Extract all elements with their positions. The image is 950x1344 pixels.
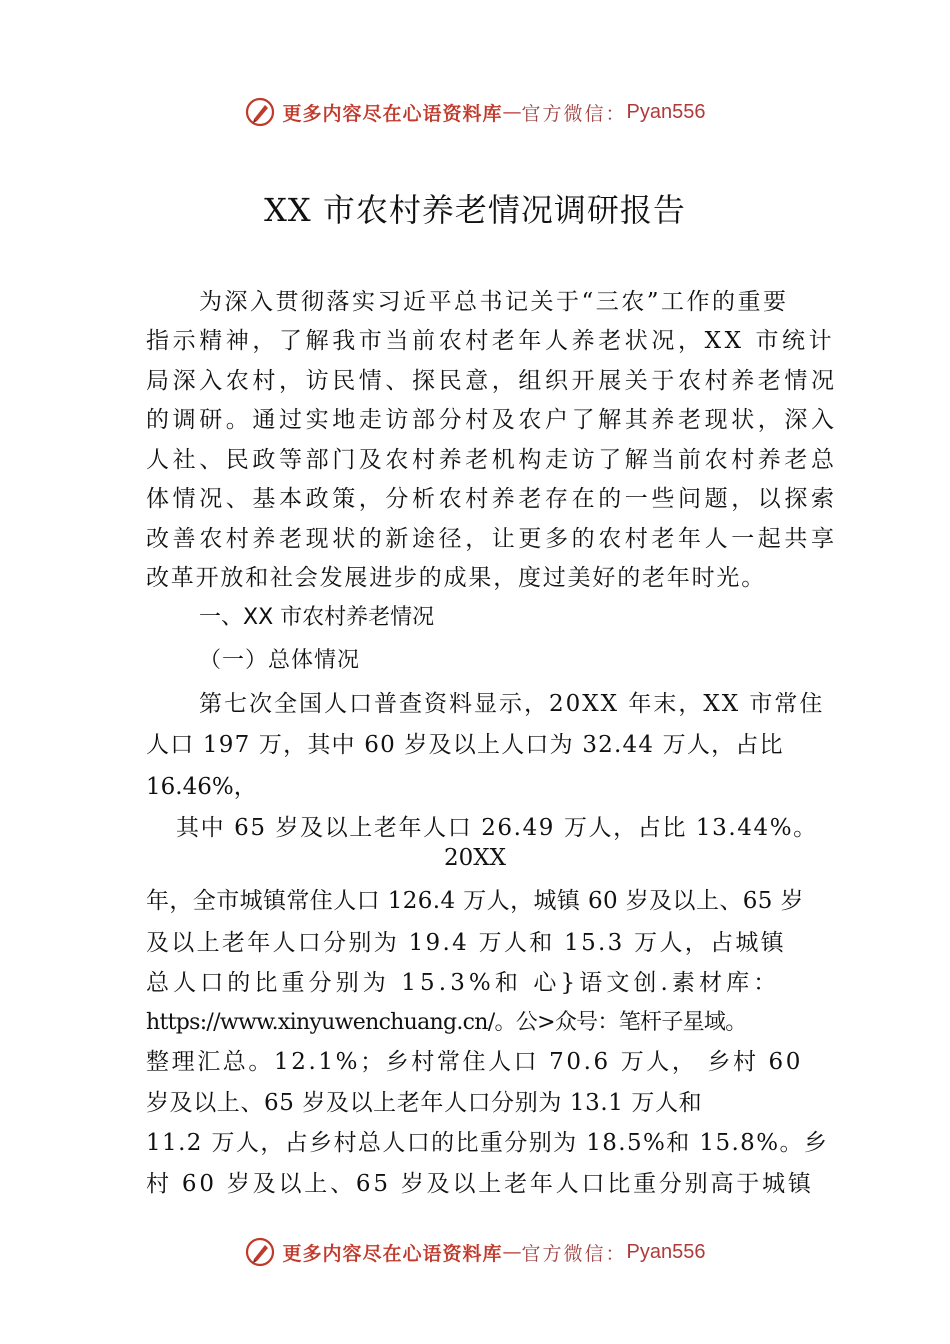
banner-wechat-label: 官方微信： xyxy=(521,1242,627,1265)
body-line: 年，全市城镇常住人口 126.4 万人，城镇 60 岁及以上、65 岁 xyxy=(146,888,804,914)
banner-separator: — xyxy=(502,101,522,123)
body-line: 及以上老年人口分别为 19.4 万人和 15.3 万人，占城镇 xyxy=(146,930,786,956)
footer-banner xyxy=(0,1232,950,1272)
body-line: 整理汇总。12.1%；乡村常住人口 70.6 万人， 乡村 60 xyxy=(146,1049,803,1075)
body-line: 总人口的比重分别为 15.3%和 心}语文创.素材库： xyxy=(146,970,781,996)
body-line: 16.46%， xyxy=(146,774,257,800)
body-line: 村 60 岁及以上、65 岁及以上老年人口比重分别高于城镇 xyxy=(146,1171,814,1197)
banner-slogan: 更多内容尽在心语资料库 xyxy=(282,1242,503,1265)
document-title: XX 市农村养老情况调研报告 xyxy=(264,191,686,229)
pen-logo-icon xyxy=(245,1237,275,1267)
pen-logo-icon xyxy=(245,97,275,127)
section-heading: 一、XX 市农村养老情况 xyxy=(199,605,435,630)
subsection-heading: （一）总体情况 xyxy=(199,648,361,673)
body-line: 岁及以上、65 岁及以上老年人口分别为 13.1 万人和 xyxy=(146,1090,703,1116)
intro-line: 局深入农村，访民情、探民意，组织开展关于农村养老情况 xyxy=(146,368,838,394)
body-line: https://www.xinyuwenchuang.cn/。公>众号：笔杆子星域。 xyxy=(146,1010,747,1035)
intro-line: 体情况、基本政策，分析农村养老存在的一些问题，以探索 xyxy=(146,486,838,512)
body-line: 20XX xyxy=(444,845,507,871)
banner-slogan: 更多内容尽在心语资料库 xyxy=(282,102,503,125)
intro-line: 的调研。通过实地走访部分村及农户了解其养老现状，深入 xyxy=(146,407,838,433)
intro-line: 改善农村养老现状的新途径，让更多的农村老年人一起共享 xyxy=(146,526,838,552)
intro-line: 人社、民政等部门及农村养老机构走访了解当前农村养老总 xyxy=(146,447,838,473)
banner-wechat-label: 官方微信： xyxy=(521,102,627,125)
banner-wechat-id: Pyan556 xyxy=(626,1240,706,1263)
intro-line: 指示精神，了解我市当前农村老年人养老状况，XX 市统计 xyxy=(146,328,836,354)
banner-wechat-id: Pyan556 xyxy=(626,100,706,123)
body-line: 第七次全国人口普查资料显示，20XX 年末，XX 市常住 xyxy=(199,691,825,717)
body-line: 11.2 万人，占乡村总人口的比重分别为 18.5%和 15.8%。乡 xyxy=(146,1130,829,1156)
banner-separator: — xyxy=(502,1241,522,1263)
header-banner xyxy=(0,92,950,132)
body-line: 人口 197 万，其中 60 岁及以上人口为 32.44 万人，占比 xyxy=(146,732,784,758)
body-line: 其中 65 岁及以上老年人口 26.49 万人，占比 13.44%。 xyxy=(176,815,818,841)
intro-line: 改革开放和社会发展进步的成果，度过美好的老年时光。 xyxy=(146,565,766,591)
intro-line: 为深入贯彻落实习近平总书记关于“三农”工作的重要 xyxy=(199,289,789,315)
